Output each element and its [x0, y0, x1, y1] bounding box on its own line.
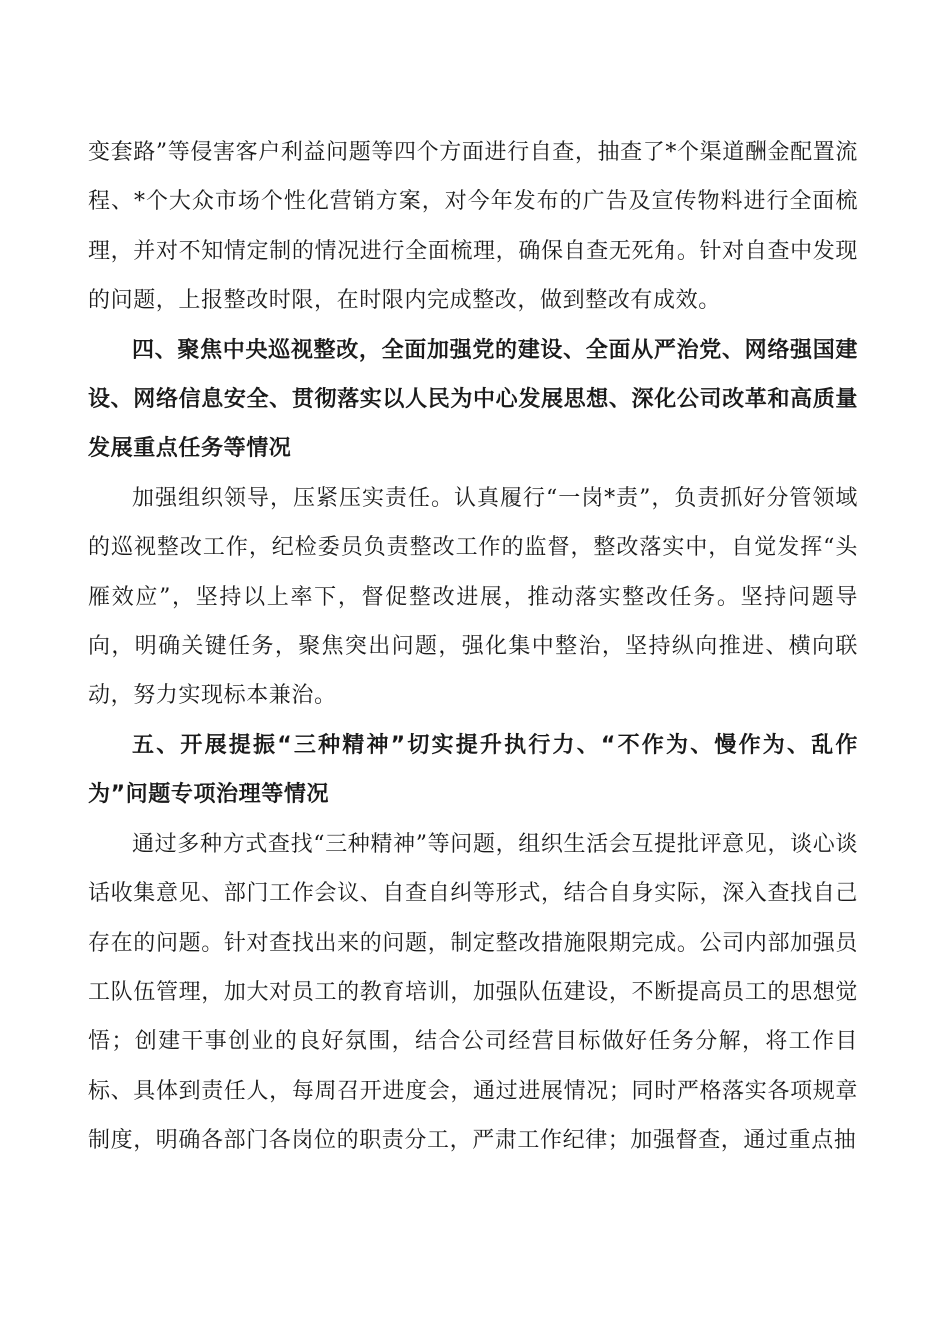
section-5-heading: 五、开展提振“三种精神”切实提升执行力、“不作为、慢作为、乱作为”问题专项治理等情况 — [88, 732, 858, 808]
continuation-paragraph: 变套路”等侵害客户利益问题等四个方面进行自查，抽查了*个渠道酬金配置流程、*个大众市场个性化营销方案，对今年发布的广告及宣传物料进行全面梳理，并对不知情定制的情况进行全面梳理，确保自查无死角。针对自查中发现的问题，上报整改时限，在时限内完成整改，做到整改有成效。 — [88, 140, 858, 314]
section-4-heading: 四、聚焦中央巡视整改，全面加强党的建设、全面从严治党、网络强国建设、网络信息安全、贯彻落实以人民为中心发展思想、深化公司改革和高质量发展重点任务等情况 — [88, 337, 858, 462]
section-4-paragraph: 加强组织领导，压紧压实责任。认真履行“一岗*责”，负责抓好分管领域的巡视整改工作，纪检委员负责整改工作的监督，整改落实中，自觉发挥“头雁效应”，坚持以上率下，督促整改进展，推动落实整改任务。坚持问题导向，明确关键任务，聚焦突出问题，强化集中整治，坚持纵向推进、横向联动，努力实现标本兼治。 — [88, 485, 858, 709]
section-5-paragraph: 通过多种方式查找“三种精神”等问题，组织生活会互提批评意见，谈心谈话收集意见、部门工作会议、自查自纠等形式，结合自身实际，深入查找自己存在的问题。针对查找出来的问题，制定整改措施限期完成。公司内部加强员工队伍管理，加大对员工的教育培训，加强队伍建设，不断提高员工的思想觉悟；创建干事创业的良好氛围，结合公司经营目标做好任务分解，将工作目标、具体到责任人，每周召开进度会，通过进展情况；同时严格落实各项规章制度，明确各部门各岗位的职责分工，严肃工作纪律；加强督查，通过重点抽 — [88, 831, 858, 1154]
document-page — [88, 128, 858, 1166]
